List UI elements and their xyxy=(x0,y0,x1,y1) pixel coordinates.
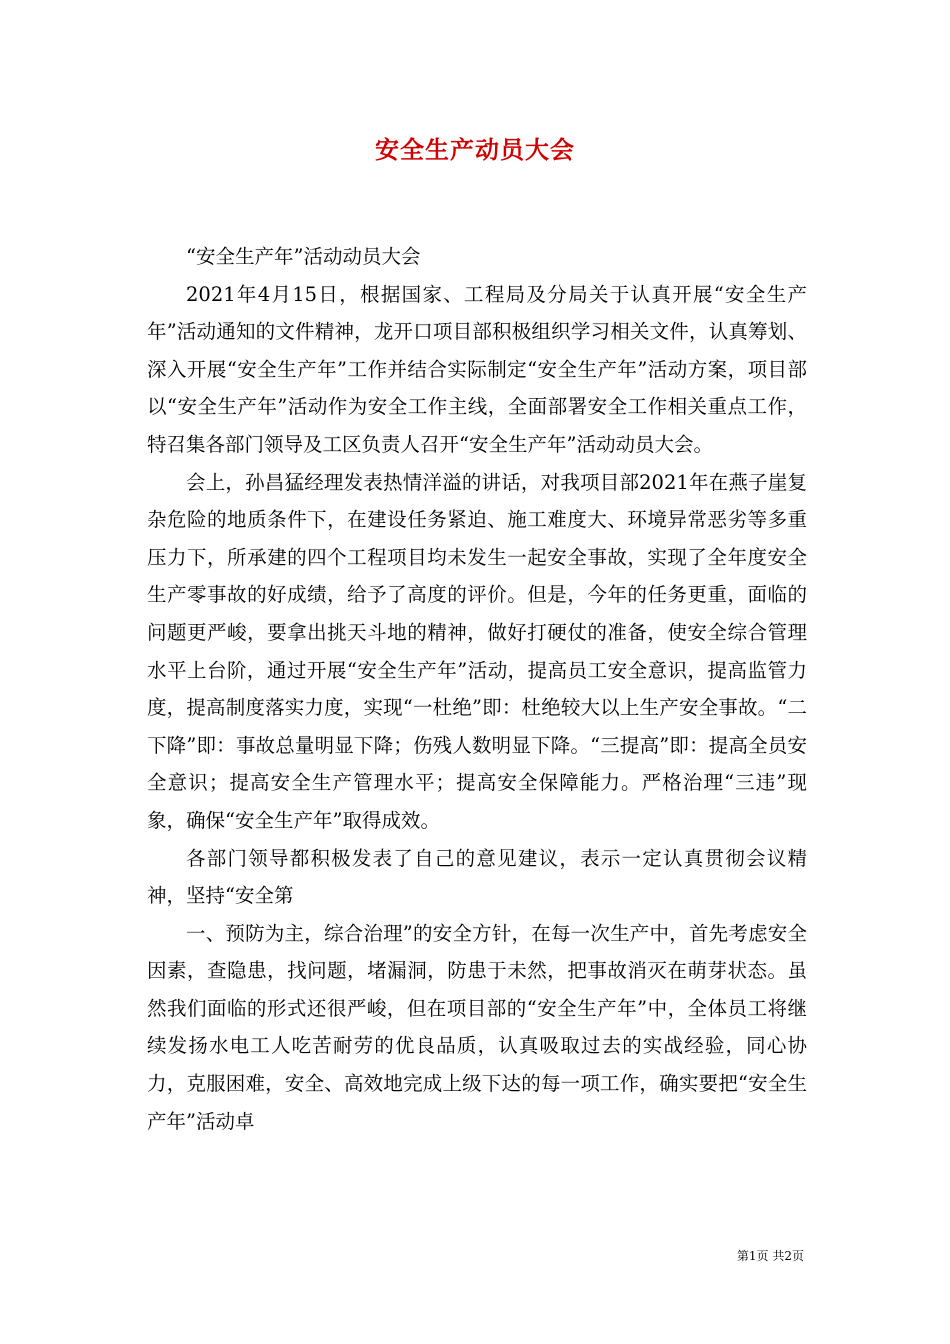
paragraph-1: 2021年4月15日，根据国家、工程局及分局关于认真开展“安全生产年”活动通知的文件精神，龙开口项目部积极组织学习相关文件，认真筹划、深入开展“安全生产年”工作并结合实际制定“安全生产年”活动方案，项目部以“安全生产年”活动作为安全工作主线，全面部署安全工作相关重点工作，特召集各部门领导及工区负责人召开“安全生产年”活动动员大会。 xyxy=(147,282,807,456)
paragraph-4: 一、预防为主，综合治理”的安全方针，在每一次生产中，首先考虑安全因素，查隐患，找问题，堵漏洞，防患于未然，把事故消灭在萌芽状态。虽然我们面临的形式还很严峻，但在项目部的“安全生产年”中，全体员工将继续发扬水电工人吃苦耐劳的优良品质，认真吸取过去的实战经验，同心协力，克服困难，安全、高效地完成上级下达的每一项工作，确实要把“安全生产年”活动卓 xyxy=(147,921,807,1133)
document-title: 安全生产动员大会 xyxy=(375,135,575,164)
paragraph-2: 会上，孙昌猛经理发表热情洋溢的讲话，对我项目部2021年在燕子崖复杂危险的地质条件下，在建设任务紧迫、施工难度大、环境异常恶劣等多重压力下，所承建的四个工程项目均未发生一起安全事故，实现了全年度安全生产零事故的好成绩，给予了高度的评价。但是，今年的任务更重，面临的问题更严峻，要拿出挑天斗地的精神，做好打硬仗的准备，使安全综合管理水平上台阶，通过开展“安全生产年”活动，提高员工安全意识，提高监管力度，提高制度落实力度，实现“一杜绝”即：杜绝较大以上生产安全事故。“二下降”即：事故总量明显下降；伤残人数明显下降。“三提高”即：提高全员安全意识；提高安全生产管理水平；提高安全保障能力。严格治理“三违”现象，确保“安全生产年”取得成效。 xyxy=(147,470,807,832)
paragraph-3: 各部门领导都积极发表了自己的意见建议，表示一定认真贯彻会议精神，坚持“安全第 xyxy=(147,846,807,908)
paragraph-subheading: “安全生产年”活动动员大会 xyxy=(186,245,421,268)
document-body xyxy=(147,238,807,1140)
page-number: 第1页 共2页 xyxy=(736,1249,804,1263)
